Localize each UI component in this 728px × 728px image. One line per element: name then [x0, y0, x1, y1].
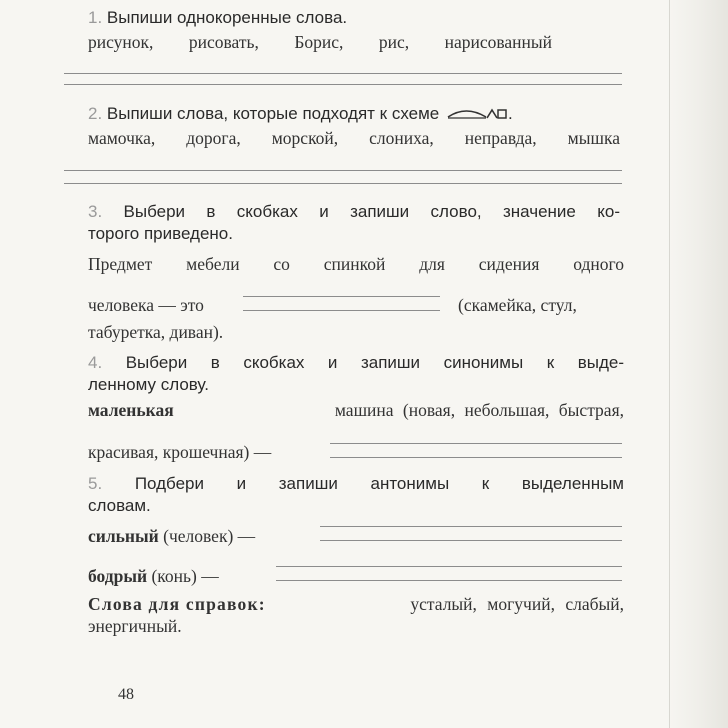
task-2-words: мамочка, дорога, морской, слониха, неправда, мышка [88, 128, 620, 148]
task-2-heading [88, 104, 513, 124]
task-3-text-line-1: Предмет мебели со спинкой для сидения одного [88, 254, 624, 274]
task-2-period: . [508, 104, 513, 123]
task-1-instruction: Выпиши однокоренные слова. [106, 8, 348, 27]
task-2-answer-line-1[interactable] [64, 170, 622, 171]
task-5-item-1-rest: (человек) — [163, 526, 256, 546]
task-5-heading-line-1 [88, 474, 624, 494]
task-5-item-1-bold: сильный [88, 526, 159, 546]
task-2-number: 2. [88, 104, 103, 123]
task-4-instruction-line-1: Выбери в скобках и запиши синонимы к выде- [125, 353, 624, 372]
word-scheme-icon [446, 105, 508, 121]
task-5-item-1 [88, 526, 255, 547]
task-1-words: рисунок, рисовать, Борис, рис, нарисованный [88, 32, 552, 52]
task-5-item-2-rest: (конь) — [151, 566, 219, 586]
task-5-reference-line-1 [88, 594, 624, 615]
task-3-instruction-line-2: торого приведено. [88, 224, 233, 243]
task-5-answer-line-1a[interactable] [320, 526, 622, 527]
page-number: 48 [118, 686, 134, 703]
page-gutter-edge [669, 0, 670, 728]
task-4-number: 4. [88, 353, 103, 372]
task-1-answer-line-2[interactable] [64, 84, 622, 85]
task-4-bold-word: маленькая [88, 400, 174, 420]
task-3-text-line-2-start: человека — это [88, 295, 204, 315]
task-3-text-line-3: табуретка, диван). [88, 322, 224, 342]
task-3-heading-line-1 [88, 202, 620, 222]
task-5-instruction-line-1: Подбери и запиши антонимы к выделенным [134, 474, 624, 493]
task-5-instruction-line-2: словам. [88, 496, 151, 515]
task-5-item-2-bold: бодрый [88, 566, 148, 586]
task-5-item-2 [88, 566, 219, 587]
task-1-answer-line-1[interactable] [64, 73, 622, 74]
task-3-instruction-line-1: Выбери в скобках и запиши слово, значение ко- [123, 202, 620, 221]
task-5-answer-line-2b[interactable] [276, 580, 622, 581]
task-5-reference-line-2: энергичный. [88, 616, 182, 636]
page-gutter-shadow [666, 0, 728, 728]
task-4-text-line-1 [88, 400, 624, 421]
task-3-answer-line-1[interactable] [243, 296, 440, 297]
task-3-answer-line-2[interactable] [243, 310, 440, 311]
task-4-answer-line-2[interactable] [330, 457, 622, 458]
task-5-answer-line-1b[interactable] [320, 540, 622, 541]
task-3-number: 3. [88, 202, 103, 221]
task-4-heading-line-1 [88, 353, 624, 373]
task-5-answer-line-2a[interactable] [276, 566, 622, 567]
task-4-text-line-1-rest: машина (новая, небольшая, быстрая, [334, 400, 624, 420]
task-5-reference-label: Слова для справок: [88, 594, 266, 614]
task-1-number: 1. [88, 8, 103, 27]
task-1-heading [88, 8, 347, 28]
task-5-number: 5. [88, 474, 103, 493]
task-2-answer-line-2[interactable] [64, 183, 622, 184]
task-3-text-line-2-end: (скамейка, стул, [458, 295, 577, 315]
task-2-instruction: Выпиши слова, которые подходят к схеме [106, 104, 440, 123]
task-4-instruction-line-2: ленному слову. [88, 375, 209, 394]
task-4-text-line-2: красивая, крошечная) — [88, 442, 272, 462]
task-5-reference-words-1: усталый, могучий, слабый, [410, 594, 624, 614]
task-4-answer-line-1[interactable] [330, 443, 622, 444]
